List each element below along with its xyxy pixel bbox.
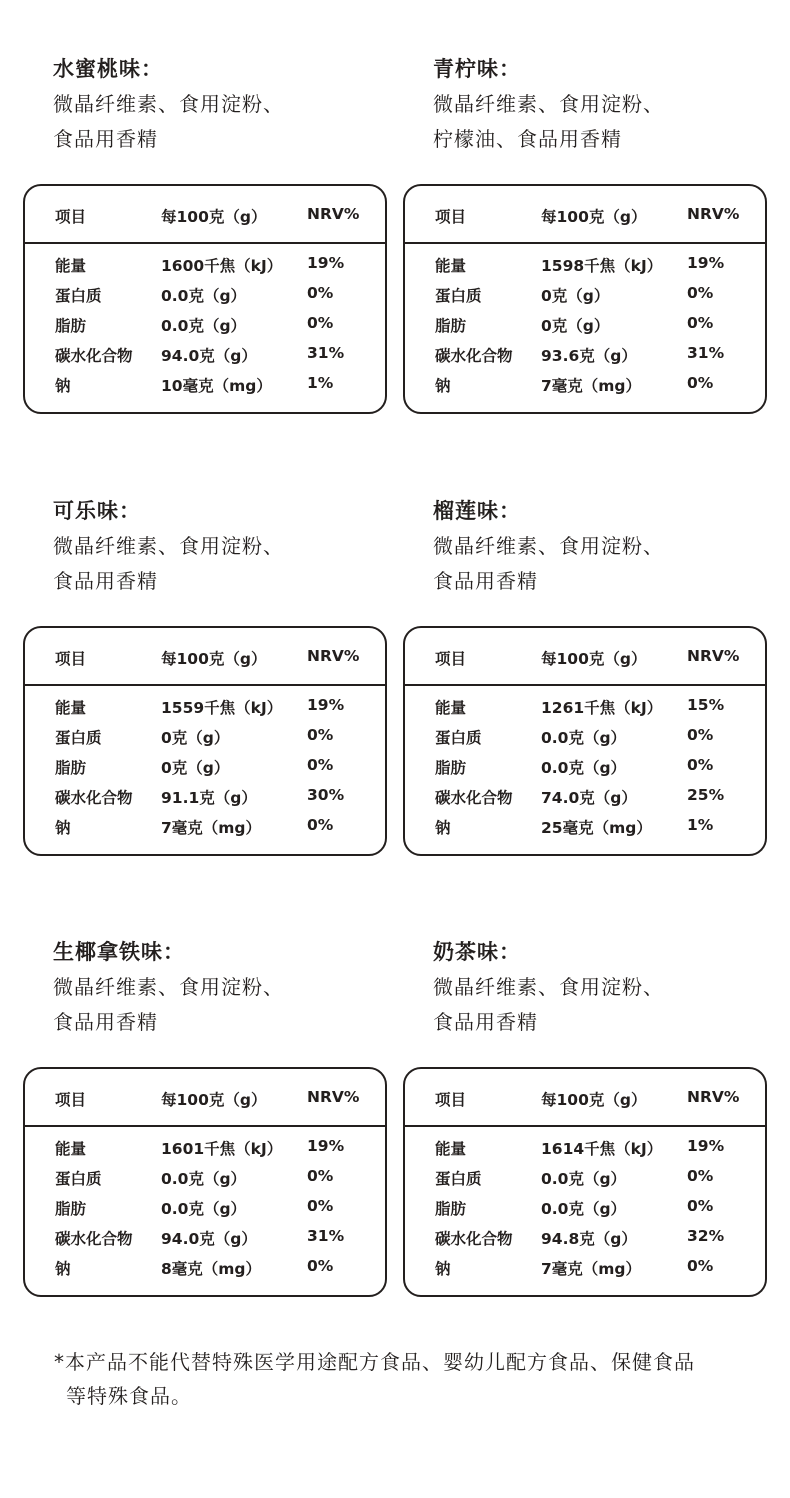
table-cell: 0% [307,816,334,834]
table-cell: 0% [307,1257,334,1275]
table-cell: 0% [307,1197,334,1215]
nutrition-table-header [25,1069,385,1127]
ingredients-line: 微晶纤维素、食用淀粉、 [53,534,284,558]
table-cell: 1261千焦（kJ） [541,699,663,717]
table-cell: 15% [687,696,725,714]
table-cell: 1600千焦（kJ） [161,257,283,275]
table-row [25,284,385,314]
table-row [25,1167,385,1197]
table-cell: 能量 [55,1140,87,1158]
disclaimer-footnote [54,1345,774,1413]
column-header: NRV% [307,647,360,665]
table-row [25,1197,385,1227]
table-cell: 8毫克（mg） [161,1260,262,1278]
table-cell: 93.6克（g） [541,347,637,365]
table-cell: 1601千焦（kJ） [161,1140,283,1158]
table-row [25,344,385,374]
disclaimer-line-2: 等特殊食品。 [66,1384,192,1408]
nutrition-table [403,1067,767,1297]
table-cell: 94.0克（g） [161,347,257,365]
column-header: 项目 [55,1091,87,1109]
table-cell: 0克（g） [161,729,230,747]
table-cell: 0% [307,1167,334,1185]
table-cell: 32% [687,1227,725,1245]
table-cell: 0.0克（g） [541,1170,627,1188]
table-cell: 钠 [435,819,451,837]
table-row [405,1137,765,1167]
column-header: NRV% [687,205,740,223]
column-header: 每100克（g） [161,1091,267,1109]
flavor-title: 榴莲味： [433,499,521,523]
table-cell: 0% [687,1167,714,1185]
table-row [405,696,765,726]
nutrition-table-header [25,186,385,244]
table-row [25,374,385,404]
ingredients-line: 食品用香精 [53,569,158,593]
table-cell: 0% [307,284,334,302]
table-cell: 74.0克（g） [541,789,637,807]
table-cell: 31% [687,344,725,362]
ingredients-line: 微晶纤维素、食用淀粉、 [433,975,664,999]
table-cell: 碳水化合物 [435,347,513,365]
table-row [405,254,765,284]
column-header: 项目 [435,1091,467,1109]
column-header: NRV% [307,205,360,223]
disclaimer-line-1: *本产品不能代替特殊医学用途配方食品、婴幼儿配方食品、保健食品 [54,1350,695,1374]
table-cell: 0% [307,756,334,774]
table-cell: 能量 [55,699,87,717]
table-cell: 1% [687,816,714,834]
ingredients-line: 微晶纤维素、食用淀粉、 [53,92,284,116]
table-cell: 19% [687,1137,725,1155]
table-cell: 能量 [435,257,467,275]
table-row [405,374,765,404]
flavor-title: 可乐味： [53,499,141,523]
table-cell: 0% [687,1197,714,1215]
table-cell: 能量 [435,699,467,717]
table-cell: 能量 [435,1140,467,1158]
table-row [405,816,765,846]
table-cell: 蛋白质 [55,1170,102,1188]
ingredients-line: 食品用香精 [53,1010,158,1034]
ingredients-text [433,970,664,1040]
ingredients-line: 柠檬油、食品用香精 [433,127,622,151]
table-cell: 0% [687,726,714,744]
table-cell: 蛋白质 [435,729,482,747]
nutrition-table [403,184,767,414]
table-cell: 0克（g） [161,759,230,777]
table-cell: 19% [307,254,345,272]
table-row [405,314,765,344]
table-cell: 蛋白质 [435,287,482,305]
table-row [25,254,385,284]
flavor-title: 生椰拿铁味： [53,940,185,964]
column-header: 项目 [435,650,467,668]
table-row [25,816,385,846]
table-cell: 1% [307,374,334,392]
table-cell: 7毫克（mg） [161,819,262,837]
table-cell: 25毫克（mg） [541,819,652,837]
table-cell: 0.0克（g） [161,1170,247,1188]
table-cell: 脂肪 [55,759,87,777]
column-header: NRV% [687,647,740,665]
table-cell: 0% [687,756,714,774]
table-cell: 脂肪 [435,1200,467,1218]
table-cell: 31% [307,344,345,362]
table-cell: 能量 [55,257,87,275]
nutrition-table-header [405,186,765,244]
table-cell: 30% [307,786,345,804]
table-cell: 91.1克（g） [161,789,257,807]
table-cell: 7毫克（mg） [541,1260,642,1278]
column-header: 项目 [55,650,87,668]
column-header: 项目 [435,208,467,226]
table-cell: 钠 [55,1260,71,1278]
table-cell: 19% [687,254,725,272]
table-cell: 0.0克（g） [541,729,627,747]
ingredients-text [53,529,284,599]
nutrition-table-header [405,1069,765,1127]
table-cell: 0% [687,1257,714,1275]
table-cell: 钠 [435,377,451,395]
table-cell: 碳水化合物 [55,1230,133,1248]
table-cell: 0.0克（g） [541,759,627,777]
table-cell: 蛋白质 [55,287,102,305]
table-row [405,1257,765,1287]
table-row [25,314,385,344]
ingredients-line: 微晶纤维素、食用淀粉、 [53,975,284,999]
table-cell: 25% [687,786,725,804]
nutrition-table-header [405,628,765,686]
column-header: NRV% [307,1088,360,1106]
column-header: NRV% [687,1088,740,1106]
table-cell: 碳水化合物 [435,789,513,807]
flavor-title: 奶茶味： [433,940,521,964]
table-cell: 1598千焦（kJ） [541,257,663,275]
table-cell: 19% [307,696,345,714]
table-cell: 蛋白质 [55,729,102,747]
table-cell: 94.0克（g） [161,1230,257,1248]
table-cell: 0.0克（g） [161,1200,247,1218]
table-cell: 1614千焦（kJ） [541,1140,663,1158]
table-row [405,756,765,786]
table-cell: 0% [687,314,714,332]
table-row [25,1137,385,1167]
ingredients-line: 微晶纤维素、食用淀粉、 [433,92,664,116]
ingredients-text [433,87,664,157]
column-header: 每100克（g） [161,650,267,668]
nutrition-table [23,184,387,414]
flavor-title: 水蜜桃味： [53,57,163,81]
ingredients-line: 食品用香精 [433,569,538,593]
table-row [405,786,765,816]
table-cell: 脂肪 [55,1200,87,1218]
table-cell: 钠 [55,819,71,837]
ingredients-text [53,87,284,157]
table-row [25,1227,385,1257]
table-row [25,756,385,786]
table-cell: 0.0克（g） [161,317,247,335]
table-cell: 钠 [55,377,71,395]
ingredients-text [433,529,664,599]
column-header: 项目 [55,208,87,226]
nutrition-table [403,626,767,856]
table-cell: 脂肪 [55,317,87,335]
ingredients-line: 微晶纤维素、食用淀粉、 [433,534,664,558]
table-cell: 1559千焦（kJ） [161,699,283,717]
table-cell: 0% [687,374,714,392]
table-row [25,786,385,816]
table-row [405,284,765,314]
flavor-title: 青柠味： [433,57,521,81]
nutrition-table-header [25,628,385,686]
table-cell: 10毫克（mg） [161,377,272,395]
table-cell: 0克（g） [541,317,610,335]
table-cell: 碳水化合物 [435,1230,513,1248]
table-cell: 0% [307,314,334,332]
ingredients-line: 食品用香精 [433,1010,538,1034]
table-row [25,1257,385,1287]
column-header: 每100克（g） [541,1091,647,1109]
table-cell: 蛋白质 [435,1170,482,1188]
table-cell: 钠 [435,1260,451,1278]
table-cell: 0.0克（g） [541,1200,627,1218]
table-cell: 94.8克（g） [541,1230,637,1248]
table-cell: 碳水化合物 [55,347,133,365]
table-cell: 0% [307,726,334,744]
column-header: 每100克（g） [541,208,647,226]
ingredients-text [53,970,284,1040]
table-row [405,344,765,374]
table-cell: 7毫克（mg） [541,377,642,395]
ingredients-line: 食品用香精 [53,127,158,151]
table-row [405,1227,765,1257]
column-header: 每100克（g） [541,650,647,668]
column-header: 每100克（g） [161,208,267,226]
table-row [405,1167,765,1197]
table-row [25,696,385,726]
table-cell: 0.0克（g） [161,287,247,305]
table-cell: 碳水化合物 [55,789,133,807]
nutrition-table [23,1067,387,1297]
table-cell: 脂肪 [435,759,467,777]
table-row [405,726,765,756]
nutrition-table [23,626,387,856]
table-cell: 0% [687,284,714,302]
table-row [405,1197,765,1227]
table-cell: 19% [307,1137,345,1155]
table-row [25,726,385,756]
table-cell: 0克（g） [541,287,610,305]
table-cell: 脂肪 [435,317,467,335]
table-cell: 31% [307,1227,345,1245]
